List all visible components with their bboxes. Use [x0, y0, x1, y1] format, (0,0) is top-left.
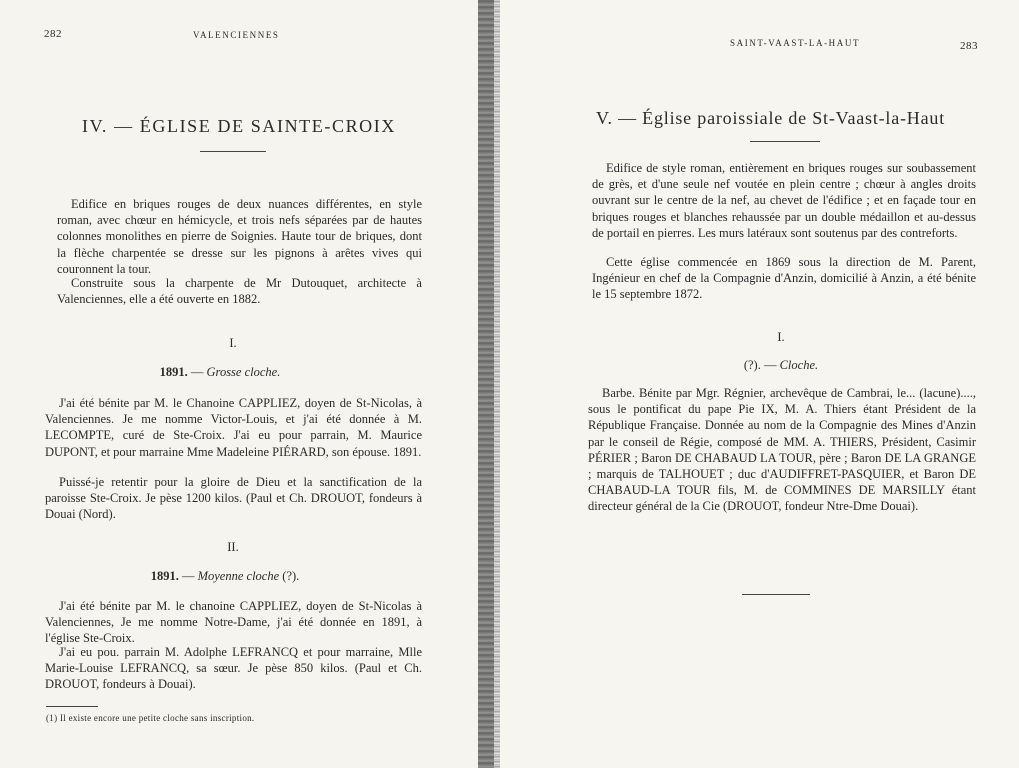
left-section1-bell-name: Grosse cloche. — [206, 365, 281, 379]
left-section2-para1: J'ai été bénite par M. le chanoine CAPPLIEZ, doyen de St-Nicolas à Valenciennes, Je me nomme Notre-Dame, j'ai été donnée en 1891, à l'église Ste-Croix. — [45, 599, 422, 646]
right-running-head: SAINT-VAAST-LA-HAUT — [730, 38, 861, 48]
left-title-rule — [200, 151, 266, 152]
left-section2-para2: J'ai eu pou. parrain M. Adolphe LEFRANCQ et pour marraine, Mlle Marie-Louise LEFRANCQ, sa sœur. Je pèse 850 kilos. (Paul et Ch. DROUOT, fondeurs à Douai). — [45, 645, 422, 692]
right-chapter-title: V. — Église paroissiale de St-Vaast-la-Haut — [596, 108, 945, 128]
left-section2-note: (?). — [282, 569, 300, 583]
right-page-number: 283 — [960, 40, 978, 52]
right-title-rule — [750, 141, 820, 142]
right-section1-dash: — — [763, 358, 777, 372]
right-intro-para2: Cette église commencée en 1869 sous la direction de M. Parent, Ingénieur en chef de la Compagnie d'Anzin, domicilié à Anzin, a été bénite le 15 septembre 1872. — [592, 255, 976, 302]
left-section1-numeral: I. — [229, 336, 237, 350]
left-section1-heading — [0, 365, 440, 380]
right-end-rule — [742, 594, 810, 595]
footnote-rule — [46, 706, 98, 707]
left-footnote: (1) Il existe encore une petite cloche sans inscription. — [46, 713, 255, 723]
left-section1-dash: — — [190, 365, 204, 379]
left-section2-year: 1891. — [150, 569, 179, 583]
left-section2-numeral: II. — [227, 540, 239, 554]
left-chapter-title: IV. — ÉGLISE DE SAINTE-CROIX — [82, 116, 396, 136]
left-section2-dash: — — [181, 569, 195, 583]
left-intro-para2: Construite sous la charpente de Mr Dutouquet, architecte à Valenciennes, elle a été ouverte en 1882. — [57, 276, 422, 307]
right-section1-para1: Barbe. Bénite par Mgr. Régnier, archevêque de Cambrai, le... (lacune)...., sous le pontificat du pape Pie IX, M. A. Thiers étant Président de la République Française. Donnée au nom de la Compagnie des Mines d'Anzin par le conseil de Régie, composé de MM. A. THIERS, Président, Casimir PÉRIER ; Baron DE CHABAUD LA TOUR, père ; Baron DE LA GRANGE ; marquis de TALHOUET ; duc d'AUDIFFRET-PASQUIER, et Baron DE CHABAUD-LA TOUR fils, M. de COMMINES DE MARSILLY étant directeur général de la Cie (DROUOT, fondeur Ntre-Dme Douai). — [588, 386, 976, 514]
left-page — [0, 0, 478, 768]
right-page — [500, 0, 1019, 768]
right-intro-para1: Edifice de style roman, entièrement en briques rouges sur soubassement de grès, et d'une seule nef voutée en plein centre ; chœur à angles droits ouvrant sur le centre de la nef, au chevet de l'édifice ; et en façade tour en briques rouges et blanches rehaussée par un double médaillon et au-dessus de portail en pierres. Les murs latéraux sont soutenus par des contreforts. — [592, 161, 976, 240]
left-running-head: VALENCIENNES — [193, 30, 280, 40]
left-section1-para1: J'ai été bénite par M. le Chanoine CAPPLIEZ, doyen de St-Nicolas, à Valenciennes. Je me nomme Victor-Louis, et j'ai été donnée à M. LECOMPTE, curé de Ste-Croix. J'ai eu pour parrain, M. Maurice DUPONT, et pour marraine Mme Madeleine PIÉRARD, son épouse. 1891. — [45, 396, 422, 459]
right-section1-heading — [500, 358, 1019, 373]
right-section1-bell-name: Cloche. — [779, 358, 819, 372]
left-intro-para1: Edifice en briques rouges de deux nuances différentes, en style roman, avec chœur en hémicycle, et trois nefs séparées par de hautes colonnes monolithes en pierre de Soignies. Haute tour de briques, dont la flèche charpentée se dresse sur les pignons à arêtes vives qui couronnent la tour. — [57, 197, 422, 276]
left-section2-heading — [0, 569, 450, 584]
left-section1-para2: Puissé-je retentir pour la gloire de Dieu et la sanctification de la paroisse Ste-Croix. Je pèse 1200 kilos. (Paul et Ch. DROUOT, fondeurs à Douai (Nord). — [45, 475, 422, 522]
left-section1-year: 1891. — [159, 365, 188, 379]
left-page-number: 282 — [44, 28, 62, 40]
book-gutter — [478, 0, 500, 768]
right-section1-note: (?). — [743, 358, 761, 372]
left-section2-bell-name: Moyenne cloche — [197, 569, 280, 583]
right-section1-numeral: I. — [777, 330, 785, 344]
